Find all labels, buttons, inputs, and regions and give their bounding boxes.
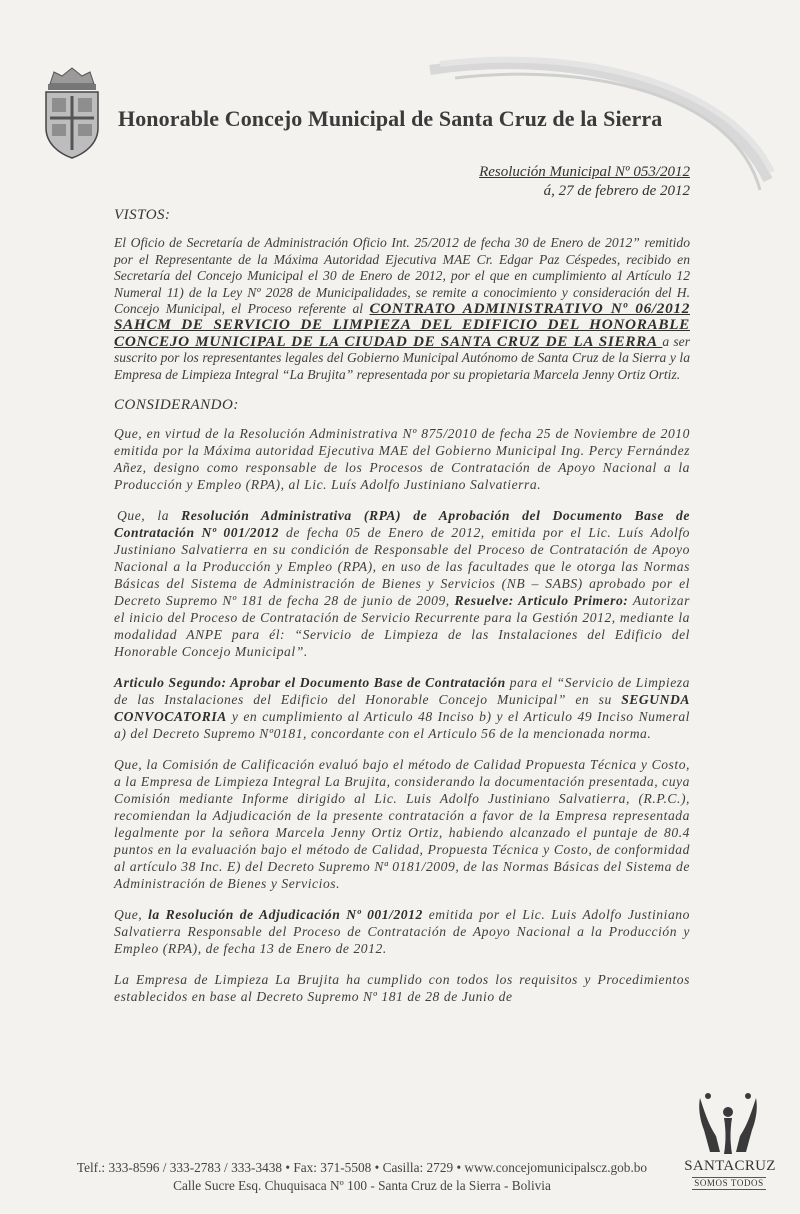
considerando-paragraph-5 [114,906,690,957]
p3-text-c: y en cumplimiento al Articulo 48 Inciso b) y el Articulo 49 Inciso Numeral a) del Decreto Supremo Nº0181, concordante con el Articulo 56 de la mencionada norma. [114,709,690,742]
considerando-paragraph-3 [114,674,690,742]
vistos-heading: VISTOS: [114,207,171,223]
resolution-number: Resolución Municipal Nº 053/2012 [479,164,690,180]
p5-text-a: Que, [114,907,149,923]
vistos-text-after: a ser suscrito por los representantes legales del Gobierno Municipal Autónomo de Santa Cruz de la Sierra y la Empresa de Limpieza Integral “La Brujita” representada por su propietaria Marcela Jenny Ortiz Ortiz. [114,333,690,382]
considerando-paragraph-4: Que, la Comisión de Calificación evaluó bajo el método de Calidad Propuesta Técnica y Costo, a la Empresa de Limpieza Integral La Brujita, considerando la documentación presentada, cuya Comisión mediante Informe dirigido al Lic. Luis Adolfo Justiniano Salvatierra, (R.P.C.), recomiendan la Adjudicación de la presente contratación a favor de la Empresa representada legalmente por la señora Marcela Jenny Ortiz Ortiz, habiendo alcanzado el puntaje de 80.4 puntos en la evaluación bajo el método de Calidad, Propuesta Técnica y Costo, de conformidad al artículo 38 Inc. E) del Decreto Supremo Nª 0181/2009, de las Normas Básicas del Sistema de Administración de Bienes y Servicios. [114,757,690,892]
considerando-paragraph-2 [114,507,690,660]
p5-text-c: emitida por el Lic. Luis Adolfo Justiniano Salvatierra Responsable del Proceso de Contratación de Apoyo Nacional a la Producción y Empleo (RPA), de fecha 13 de Enero de 2012. [114,907,690,957]
document-body [114,207,690,1019]
footer [48,1159,676,1195]
considerando-paragraph-6: La Empresa de Limpieza La Brujita ha cumplido con todos los requisitos y Procedimientos establecidos en base al Decreto Supremo Nº 181 de 28 de Junio de [114,972,690,1005]
footer-contact-line: Telf.: 333-8596 / 333-2783 / 333-3438 • Fax: 371-5508 • Casilla: 2729 • www.concejomunicipalscz.gob.bo [76,1160,648,1175]
santa-cruz-logo-icon [686,1090,770,1190]
p2-text-c: de fecha 05 de Enero de 2012, emitida por el Lic. Luís Adolfo Justiniano Salvatierra en su condición de Responsable del Proceso de Contratación de Apoyo Nacional a la Producción y Empleo (RPA), en uso de las facultades que le otorga las Normas Básicas del Sistema de Administración de Bienes y Servicios (NB – SABS) aprobado por el Decreto Supremo Nº 181 de fecha 28 de junio de 2009, [114,525,690,609]
p2-bold-resolution: Resolución Administrativa (RPA) de Aprobación del Documento Base de Contratación Nº 001/2012 [114,508,690,541]
p2-bold-resuelve: Resuelve: Articulo Primero: [454,593,629,609]
contract-title: CONTRATO ADMINISTRATIVO Nº 06/2012 SAHCM DE SERVICIO DE LIMPIEZA DEL EDIFICIO DEL HONORABLE CONCEJO MUNICIPAL DE LA CIUDAD DE SANTA CRUZ DE LA SIERRA [114,300,690,350]
p2-text-d: Autorizar el inicio del Proceso de Contratación de Servicio Recurrente para la Gestión 2012, mediante la modalidad ANPE para él: “Servicio de Limpieza de las Instalaciones del Edificio del Honorable Concejo Municipal”. [114,593,690,660]
considerando-heading: CONSIDERANDO: [114,397,239,414]
p3-text-a: para el “Servicio de Limpieza de las Instalaciones del Edificio del Honorable Concejo Municipal” en su [114,675,690,708]
p3-bold-articulo: Articulo Segundo: Aprobar el Documento Base de Contratación [114,675,506,691]
p2-text-a: Que, la [117,508,182,524]
resolution-date: á, 27 de febrero de 2012 [543,183,690,199]
logo-name: SANTACRUZ [684,1158,776,1174]
organization-title: Honorable Concejo Municipal de Santa Cruz de la Sierra [118,106,663,131]
considerando-paragraph-1: Que, en virtud de la Resolución Administrativa Nº 875/2010 de fecha 25 de Noviembre de 2010 emitida por la Máxima autoridad Ejecutiva MAE del Gobierno Municipal Ing. Percy Fernández Añez, designo como responsable de los Procesos de Contratación de Apoyo Nacional a la Producción y Empleo (RPA), al Lic. Luís Adolfo Justiniano Salvatierra. [114,426,690,493]
resolution-header [479,163,690,201]
p3-bold-convocatoria: SEGUNDA CONVOCATORIA [114,692,690,725]
p5-bold-adjudicacion: la Resolución de Adjudicación Nº 001/2012 [148,907,423,923]
vistos-paragraph [114,235,690,383]
vistos-text-before: El Oficio de Secretaría de Administración Oficio Int. 25/2012 de fecha 30 de Enero de 2012” remitido por el Representante de la Máxima Autoridad Ejecutiva MAE Cr. Edgar Paz Céspedes, recibido en Secretaría del Concejo Municipal el 30 de Enero de 2012, por el que en cumplimiento al Artículo 12 Numeral 11) de la Ley Nº 2028 de Municipalidades, se remite a conocimiento y consideración del H. Concejo Municipal, el Proceso referente al [114,235,690,317]
logo-tagline: SOMOS TODOS [692,1177,766,1190]
coat-of-arms-icon [40,62,104,160]
footer-address-line: Calle Sucre Esq. Chuquisaca Nº 100 - Santa Cruz de la Sierra - Bolivia [173,1178,551,1193]
